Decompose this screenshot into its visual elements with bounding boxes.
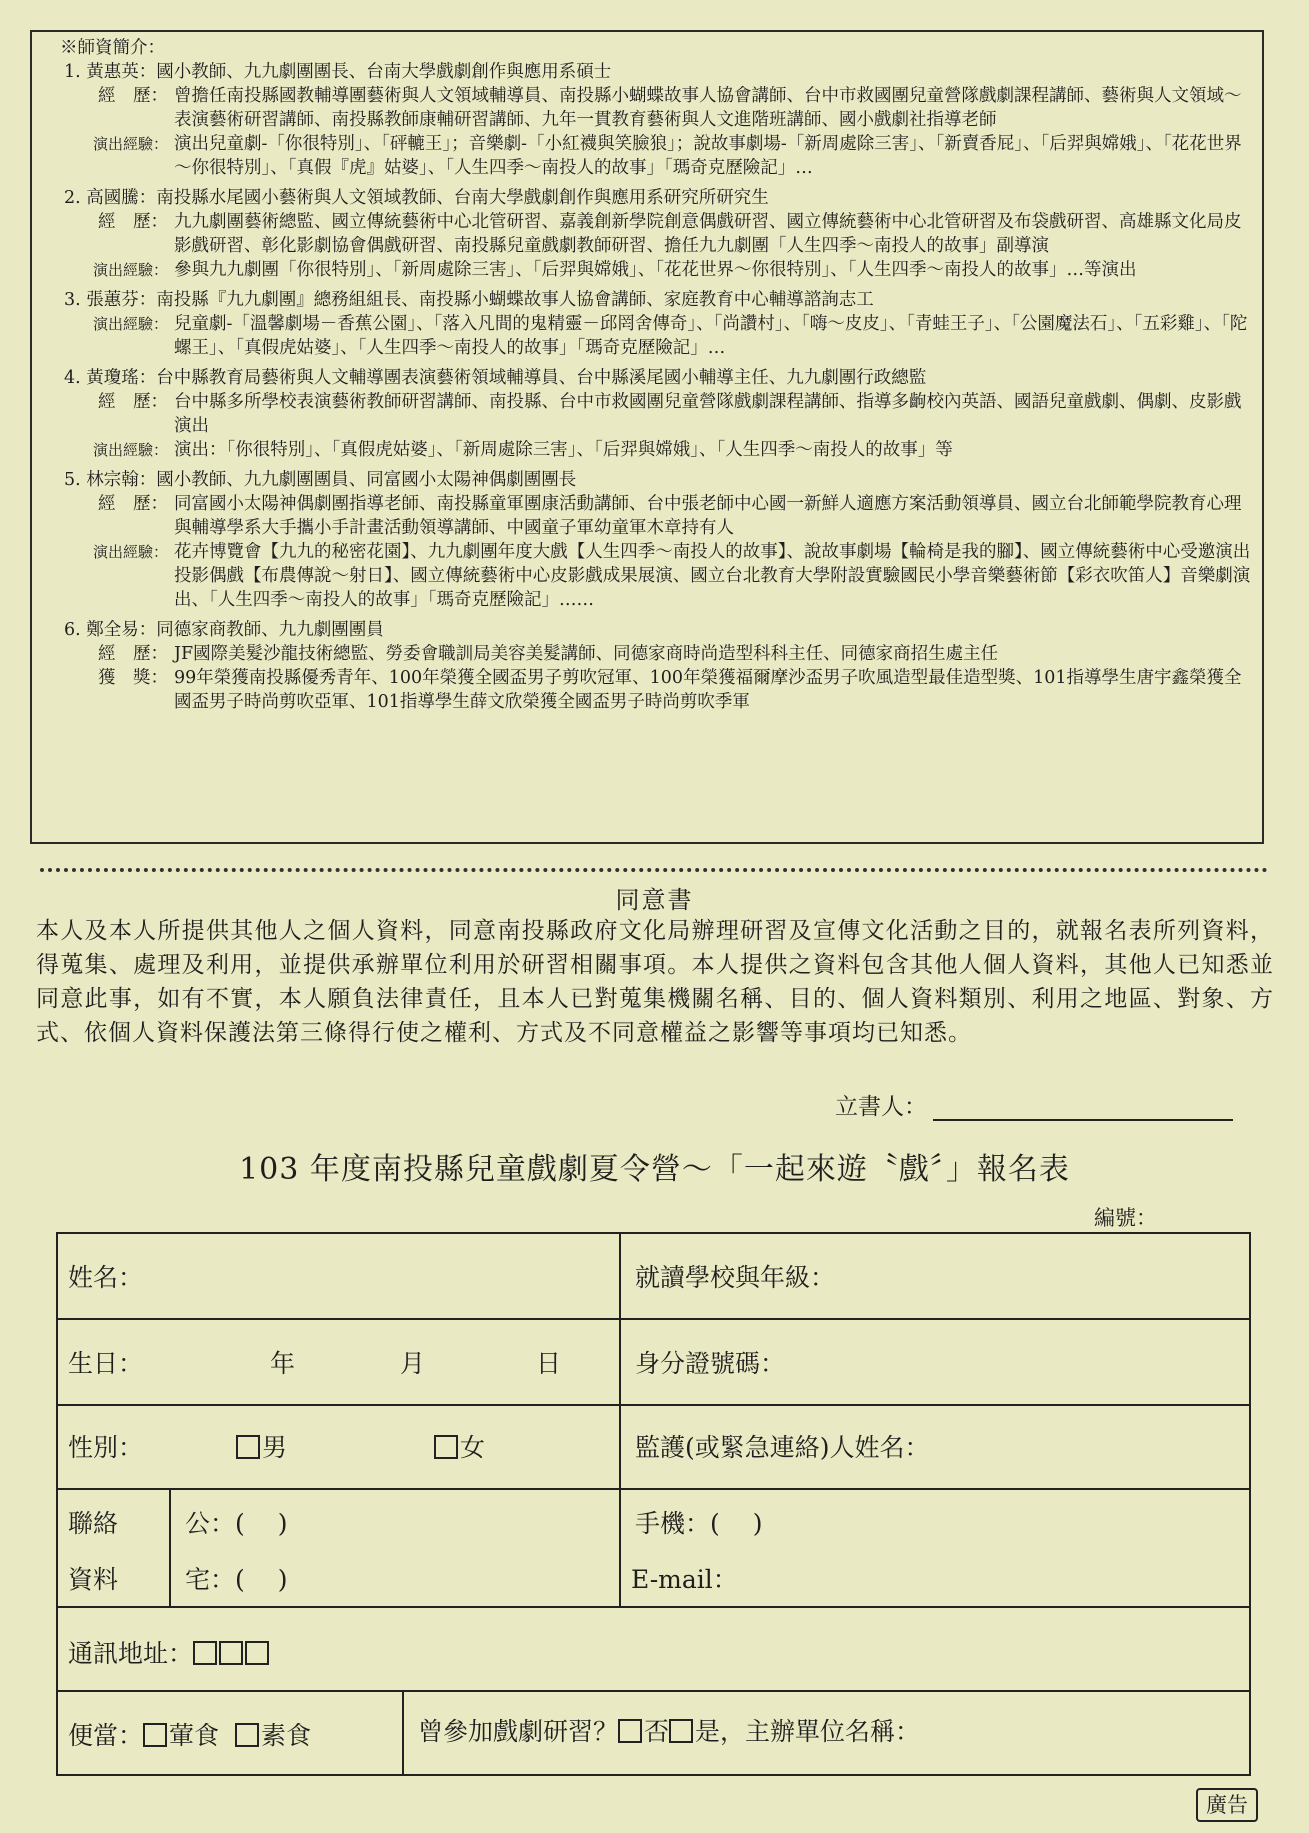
female-option[interactable] [434,1428,485,1464]
female-label: 女 [460,1433,486,1462]
teacher-intro-box [30,30,1264,844]
teacher-title: 台中縣教育局藝術與人文輔導團表演藝術領域輔導員、台中縣溪尾國小輔導主任、九九劇團行政總監 [156,368,927,388]
teacher-detail-label: 演出經驗： [92,441,168,459]
teacher-detail-row [64,492,1252,540]
year-label: 年 [270,1349,296,1378]
teacher-name-row [64,468,1252,492]
teacher-detail-label: 經 歷： [98,212,168,232]
birthday-label: 生日： [68,1349,144,1378]
contact-label-line2: 資料 [68,1565,119,1594]
teacher-title: 同德家商教師、九九劇團團員 [156,620,384,640]
attended-field [418,1712,920,1748]
phone-cell[interactable] [171,1490,621,1608]
teacher-entry [64,618,1252,714]
teacher-entries [64,60,1252,714]
signer-field[interactable] [835,1088,1233,1121]
teacher-name-row [64,366,1252,390]
teacher-detail-text: 花卉博覽會【九九的秘密花園】、九九劇團年度大戲【人生四季～南投人的故事】、說故事劇場【輪椅是我的腳】、國立傳統藝術中心受邀演出投影偶戲【布農傳說～射日】、國立傳統藝術中心皮影戲成果展演、國立台北教育大學附設實驗國民小學音樂藝術節【彩衣吹笛人】音樂劇演出、「人生四季～南投人的故事」「瑪奇克歷險記」…… [174,542,1251,610]
teacher-entry [64,366,1252,462]
male-checkbox[interactable] [236,1435,260,1459]
teacher-detail-text: 台中縣多所學校表演藝術教師研習講師、南投縣、台中市救國團兒童營隊戲劇課程講師、指導多齣校內英語、國語兒童戲劇、偶劇、皮影戲演出 [174,392,1242,436]
teacher-detail-label: 經 歷： [98,392,168,412]
consent-body: 本人及本人所提供其他人之個人資料，同意南投縣政府文化局辦理研習及宣傳文化活動之目的，就報名表所列資料，得蒐集、處理及利用，並提供承辦單位利用於研習相關事項。本人提供之資料包含其他人個人資料，其他人已知悉並同意此事，如有不實，本人願負法律責任，且本人已對蒐集機關名稱、目的、個人資料類別、利用之地區、對象、方式、依個人資料保護法第三條得行使之權利、方式及不同意權益之影響等事項均已知悉。 [36,918,1274,1046]
teacher-detail-label: 演出經驗： [92,315,168,333]
form-number-label: 編號： [1094,1206,1157,1230]
teacher-detail-label: 演出經驗： [92,135,168,153]
yes-checkbox[interactable] [669,1719,693,1743]
teacher-detail-label: 經 歷： [98,494,168,514]
cut-line-divider [40,868,1268,872]
teacher-entry [64,288,1252,360]
contact-label-cell [58,1490,171,1608]
teacher-detail-label: 演出經驗： [92,543,168,561]
attended-cell[interactable] [404,1692,1249,1774]
mobile-label: 手機：( ) [635,1509,763,1538]
teacher-name: 4. 黃瓊瑤： [64,368,157,388]
teacher-title: 國小教師、九九劇團團員、同富國小太陽神偶劇團團長 [156,470,577,490]
advertisement-stamp: 廣告 [1196,1788,1258,1822]
teacher-name: 6. 鄭全易： [64,620,157,640]
office-phone-label: 公：( ) [185,1509,288,1538]
teacher-detail-text: JF國際美髮沙龍技術總監、勞委會職訓局美容美髮講師、同德家商時尚造型科科主任、同德家商招生處主任 [174,644,999,664]
meat-checkbox[interactable] [143,1723,167,1747]
no-checkbox[interactable] [618,1719,642,1743]
signer-label: 立書人： [835,1094,927,1120]
day-label: 日 [536,1349,562,1378]
teacher-detail-label: 演出經驗： [92,261,168,279]
teacher-detail-text: 演出：「你很特別」、「真假虎姑婆」、「新周處除三害」、「后羿與嫦娥」、「人生四季～南投人的故事」等 [174,440,953,460]
teacher-intro-title: ※師資簡介： [60,38,165,58]
teacher-detail-row [64,438,1252,462]
address-field [68,1634,271,1670]
guardian-label: 監護(或緊急連絡)人姓名： [635,1433,930,1462]
id-number-cell[interactable] [621,1320,1249,1406]
teacher-detail-text: 參與九九劇團「你很特別」、「新周處除三害」、「后羿與嫦娥」、「花花世界～你很特別」、「人生四季～南投人的故事」…等演出 [174,260,1137,280]
zip-box-2[interactable] [219,1641,243,1665]
teacher-detail-text: 九九劇團藝術總監、國立傳統藝術中心北管研習、嘉義創新學院創意偶戲研習、國立傳統藝術中心北管研習及布袋戲研習、高雄縣文化局皮影戲研習、彰化影劇協會偶戲研習、南投縣兒童戲劇教師研習、擔任九九劇團「人生四季～南投人的故事」副導演 [174,212,1242,256]
teacher-name: 5. 林宗翰： [64,470,157,490]
month-label: 月 [400,1349,426,1378]
mobile-email-cell[interactable] [621,1490,1249,1608]
teacher-detail-text: 兒童劇-「溫馨劇場－香蕉公園」、「落入凡間的鬼精靈－邱罔舍傳奇」、「尚讚村」、「嗨～皮皮」、「青蛙王子」、「公園魔法石」、「五彩雞」、「陀螺王」、「真假虎姑婆」、「人生四季～南投人的故事」「瑪奇克歷險記」… [174,314,1248,358]
teacher-name-row [64,60,1252,84]
teacher-title: 國小教師、九九劇團團長、台南大學戲劇創作與應用系碩士 [156,62,612,82]
name-cell[interactable] [58,1234,621,1320]
zip-box-1[interactable] [193,1641,217,1665]
veg-checkbox[interactable] [235,1723,259,1747]
form-title: 103 年度南投縣兒童戲劇夏令營～「一起來遊〝戲〞」報名表 [239,1152,1070,1187]
attended-label: 曾參加戲劇研習？ [418,1717,619,1746]
teacher-detail-row [64,84,1252,132]
no-label: 否 [644,1717,670,1746]
birthday-cell[interactable] [58,1320,621,1406]
registration-form [56,1232,1251,1776]
id-number-label: 身分證號碼： [635,1349,786,1378]
teacher-detail-row [64,210,1252,258]
teacher-detail-text: 同富國小太陽神偶劇團指導老師、南投縣童軍團康活動講師、台中張老師中心國一新鮮人適應方案活動領導員、國立台北師範學院教育心理與輔導學系大手攜小手計畫活動領導講師、中國童子軍幼童軍木章持有人 [174,494,1242,538]
teacher-detail-label: 獲 獎： [98,668,168,688]
lunch-cell [58,1692,404,1774]
zip-box-3[interactable] [245,1641,269,1665]
consent-title: 同意書 [615,886,694,914]
address-cell[interactable] [58,1608,1249,1692]
gender-label: 性別： [68,1433,144,1462]
address-label: 通訊地址： [68,1639,194,1668]
meat-label: 葷食 [169,1721,220,1750]
home-phone-label: 宅：( ) [185,1565,288,1594]
teacher-detail-row [64,312,1252,360]
teacher-detail-row [64,132,1252,180]
teacher-name: 3. 張蕙芬： [64,290,157,310]
teacher-name-row [64,288,1252,312]
veg-label: 素食 [260,1721,311,1750]
teacher-detail-row [64,258,1252,282]
signer-line[interactable] [933,1095,1233,1121]
teacher-name-row [64,618,1252,642]
lunch-label: 便當： [68,1721,144,1750]
teacher-entry [64,186,1252,282]
teacher-title: 南投縣『九九劇團』總務組組長、南投縣小蝴蝶故事人協會講師、家庭教育中心輔導諮詢志工 [156,290,874,310]
male-label: 男 [262,1433,288,1462]
email-label: E-mail： [631,1565,738,1594]
teacher-detail-row [64,642,1252,666]
teacher-detail-row [64,666,1252,714]
teacher-detail-text: 99年榮獲南投縣優秀青年、100年榮獲全國盃男子剪吹冠軍、100年榮獲福爾摩沙盃男子吹風造型最佳造型獎、101指導學生唐宇鑫榮獲全國盃男子時尚剪吹亞軍、101指導學生薛文欣榮獲全國盃男子時尚剪吹季軍 [174,668,1242,712]
teacher-detail-text: 演出兒童劇-「你很特別」、「砰轆王」；音樂劇-「小紅襪與笑臉狼」；說故事劇場-「新周處除三害」、「新賣香屁」、「后羿與嫦娥」、「花花世界～你很特別」、「真假『虎』姑婆」、「人生四季～南投人的故事」「瑪奇克歷險記」… [174,134,1242,178]
teacher-detail-text: 曾擔任南投縣國教輔導團藝術與人文領域輔導員、南投縣小蝴蝶故事人協會講師、台中市救國團兒童營隊戲劇課程講師、藝術與人文領域～表演藝術研習講師、南投縣教師康輔研習講師、九年一貫教育藝術與人文進階班講師、國小戲劇社指導老師 [174,86,1242,130]
teacher-detail-label: 經 歷： [98,644,168,664]
gender-cell [58,1406,621,1490]
female-checkbox[interactable] [434,1435,458,1459]
school-label: 就讀學校與年級： [635,1263,836,1292]
guardian-cell[interactable] [621,1406,1249,1490]
teacher-detail-label: 經 歷： [98,86,168,106]
contact-label-line1: 聯絡 [68,1509,119,1538]
yes-label: 是，主辦單位名稱： [695,1717,921,1746]
teacher-entry [64,60,1252,180]
teacher-name-row [64,186,1252,210]
teacher-detail-row [64,390,1252,438]
lunch-field [68,1716,311,1752]
teacher-entry [64,468,1252,612]
teacher-name: 1. 黃惠英： [64,62,157,82]
teacher-detail-row [64,540,1252,612]
name-label: 姓名： [68,1263,144,1292]
teacher-name: 2. 高國騰： [64,188,157,208]
school-cell[interactable] [621,1234,1249,1320]
male-option[interactable] [236,1428,287,1464]
teacher-title: 南投縣水尾國小藝術與人文領域教師、台南大學戲劇創作與應用系研究所研究生 [156,188,769,208]
